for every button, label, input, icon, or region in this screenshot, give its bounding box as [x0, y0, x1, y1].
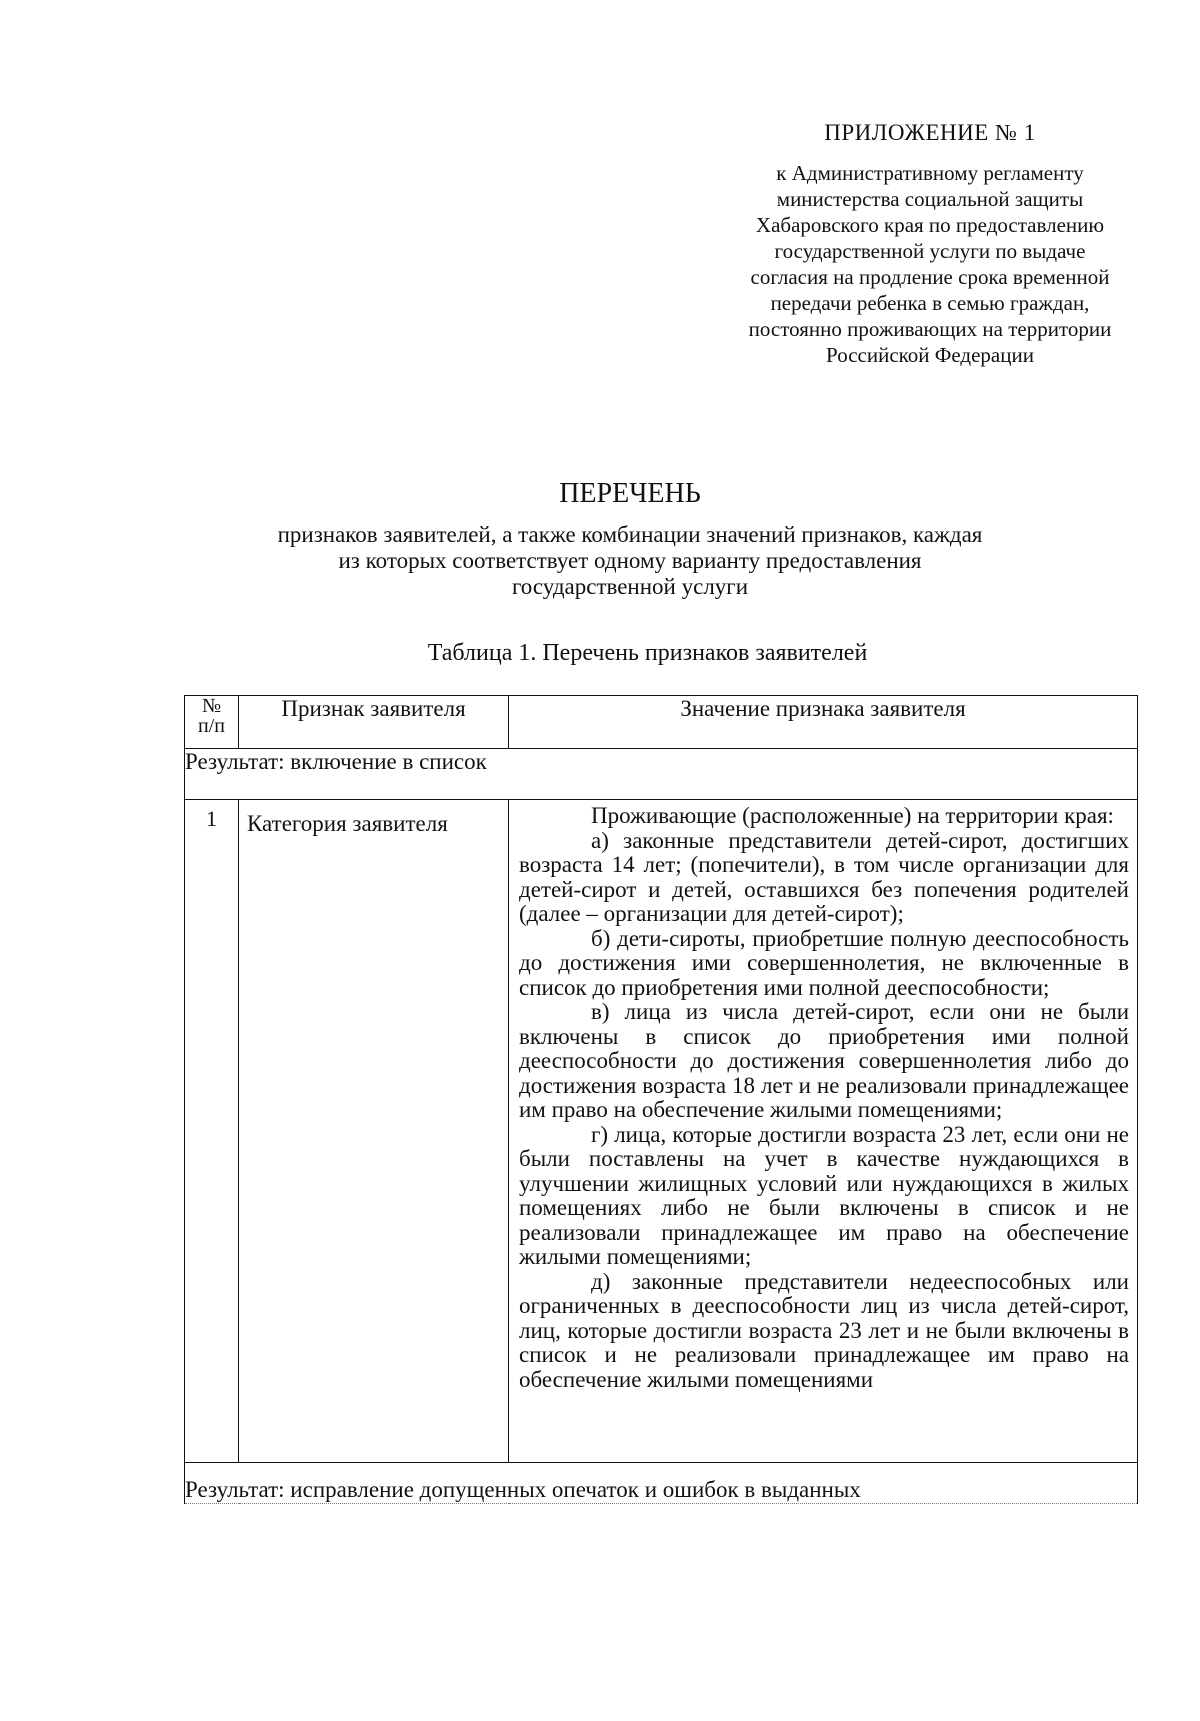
document-title: ПЕРЕЧЕНЬ — [559, 478, 701, 509]
appendix-title: ПРИЛОЖЕНИЕ № 1 — [824, 120, 1036, 145]
header-number-bottom: п/п — [198, 715, 225, 737]
value-paragraph: а) законные представители детей-сирот, достигших возраста 14 лет; (попечители), в том числе организации для детей-сирот и детей, оставшихся без попечения родителей (далее – организации для детей-сирот); — [519, 827, 1129, 926]
header-value: Значение признака заявителя — [509, 696, 1138, 749]
row-sign: Категория заявителя — [239, 800, 509, 1463]
table-row — [185, 800, 1138, 1463]
appendix-line: государственной услуги по выдаче — [774, 239, 1086, 263]
header-number-top: № — [201, 695, 222, 717]
appendix-line: передачи ребенка в семью граждан, — [770, 291, 1090, 315]
appendix-line: Российской Федерации — [826, 343, 1034, 367]
value-paragraph: в) лица из числа детей-сирот, если они не были включены в список до приобретения ими полной дееспособности до достижения совершеннолетия либо до достижения возраста 18 лет и не реализовали принадлежащее им право на обеспечение жилыми помещениями; — [519, 999, 1129, 1122]
section-result-correction: Результат: исправление допущенных опечаток и ошибок в выданных — [185, 1463, 1138, 1504]
document-subtitle-line: признаков заявителей, а также комбинации значений признаков, каждая — [277, 522, 983, 547]
table-caption: Таблица 1. Перечень признаков заявителей — [427, 640, 868, 666]
header-number — [185, 696, 239, 749]
appendix-line: постоянно проживающих на территории — [748, 317, 1112, 341]
value-paragraph: б) дети-сироты, приобретшие полную дееспособность до достижения ими совершеннолетия, не включенные в список до приобретения ими полной дееспособности; — [519, 925, 1129, 1000]
document-subtitle-line: из которых соответствует одному варианту предоставления — [338, 548, 922, 573]
appendix-line: министерства социальной защиты — [776, 187, 1084, 211]
section-row — [185, 749, 1138, 800]
table-header-row — [185, 696, 1138, 749]
appendix-line: к Административному регламенту — [776, 161, 1084, 185]
section-result-inclusion: Результат: включение в список — [185, 749, 1138, 800]
value-paragraph: д) законные представители недееспособных или ограниченных в дееспособности лиц из числа детей-сирот, лиц, которые достигли возраста 23 лет и не были включены в список и не реализовали принадлежащее им право на обеспечение жилыми помещениями — [519, 1268, 1129, 1392]
appendix-line: Хабаровского края по предоставлению — [755, 213, 1105, 237]
value-paragraph: Проживающие (расположенные) на территории края: — [591, 803, 1114, 828]
appendix-line: согласия на продление срока временной — [750, 265, 1110, 289]
row-number: 1 — [185, 800, 239, 1463]
row-value — [509, 800, 1138, 1463]
value-paragraph: г) лица, которые достигли возраста 23 лет, если они не были поставлены на учет в качестве нуждающихся в улучшении жилищных условий или нуждающихся в жилых помещениях либо не были включены в список и не реализовали принадлежащее им право на обеспечение жилыми помещениями; — [519, 1121, 1129, 1269]
document-subtitle-line: государственной услуги — [511, 574, 749, 599]
criteria-table — [184, 695, 1138, 1504]
document-heading — [170, 478, 1090, 600]
appendix-block — [690, 120, 1170, 368]
header-sign: Признак заявителя — [239, 696, 509, 749]
section-row — [185, 1463, 1138, 1504]
